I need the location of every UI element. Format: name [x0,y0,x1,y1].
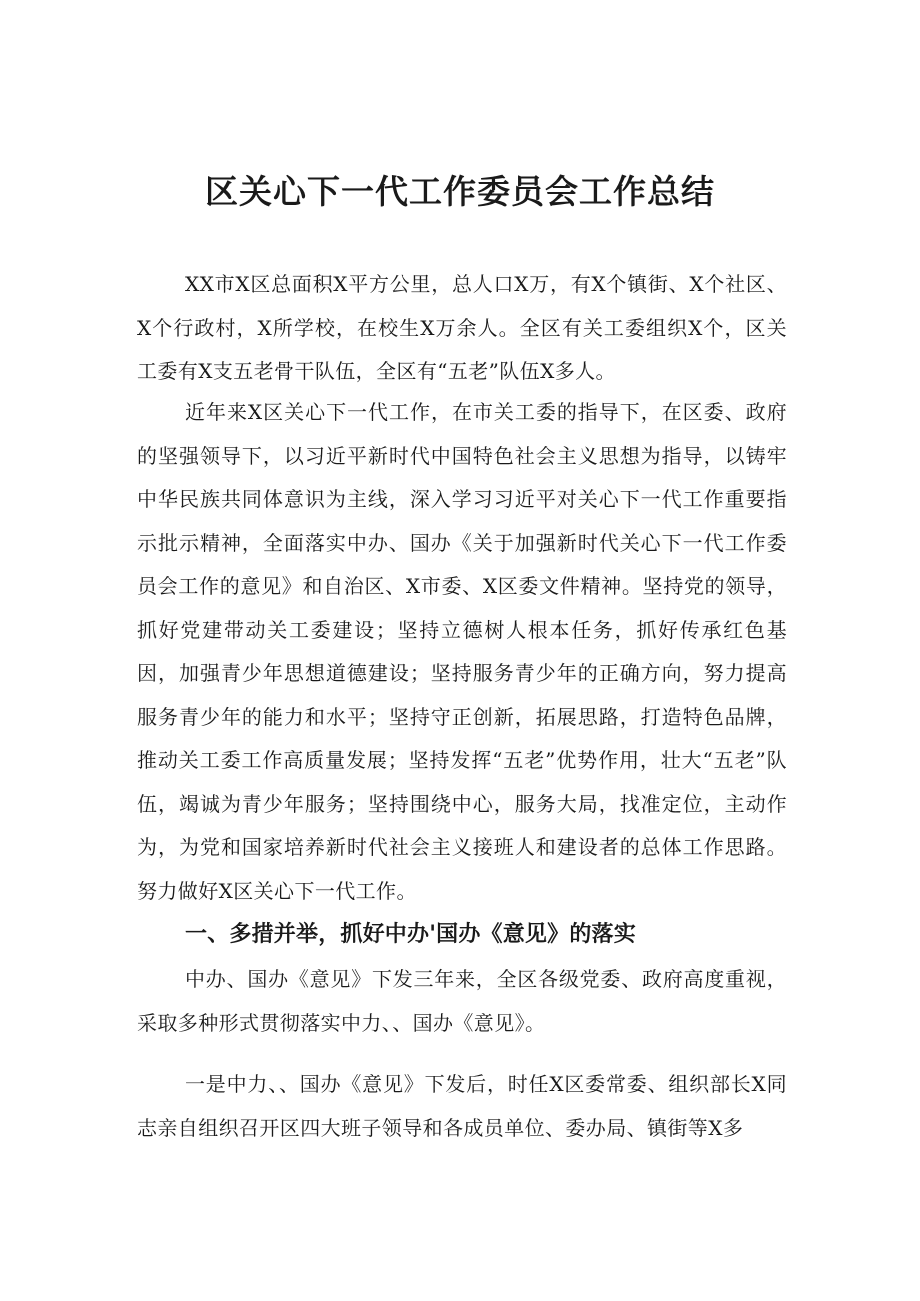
paragraph-section-intro: 中办、国办《意见》下发三年来，全区各级党委、政府高度重视，采取多种形式贯彻落实中力、、国办《意见》。 [137,967,787,1035]
document-title: 区关心下一代工作委员会工作总结 [205,172,715,211]
paragraph-overview: XX市X区总面积X平方公里，总人口X万，有X个镇街、X个社区、X个行政村，X所学校，在校生X万余人。全区有关工委组织X个，区关工委有X支五老骨干队伍，全区有“五老”队伍X多人。 [137,272,787,383]
section-heading-1: 一、多措并举，抓好中办'国办《意见》的落实 [185,922,636,947]
paragraph-section-first-point: 一是中力、、国办《意见》下发后，时任X区委常委、组织部长X同志亲自组织召开区四大班子领导和各成员单位、委办局、镇街等X多 [137,1072,787,1140]
paragraph-work-approach: 近年来X区关心下一代工作，在市关工委的指导下，在区委、政府的坚强领导下，以习近平新时代中国特色社会主义思想为指导，以铸牢中华民族共同体意识为主线，深入学习习近平对关心下一代工作重要指示批示精神，全面落实中办、国办《关于加强新时代关心下一代工作委员会工作的意见》和自治区、X市委、X区委文件精神。坚持党的领导，抓好党建带动关工委建设；坚持立德树人根本任务，抓好传承红色基因，加强青少年思想道德建设；坚持服务青少年的正确方向，努力提高服务青少年的能力和水平；坚持守正创新，拓展思路，打造特色品牌，推动关工委工作高质量发展；坚持发挥“五老”优势作用，壮大“五老”队伍，竭诚为青少年服务；坚持围绕中心，服务大局，找准定位，主动作为，为党和国家培养新时代社会主义接班人和建设者的总体工作思路。努力做好X区关心下一代工作。 [137,400,787,903]
